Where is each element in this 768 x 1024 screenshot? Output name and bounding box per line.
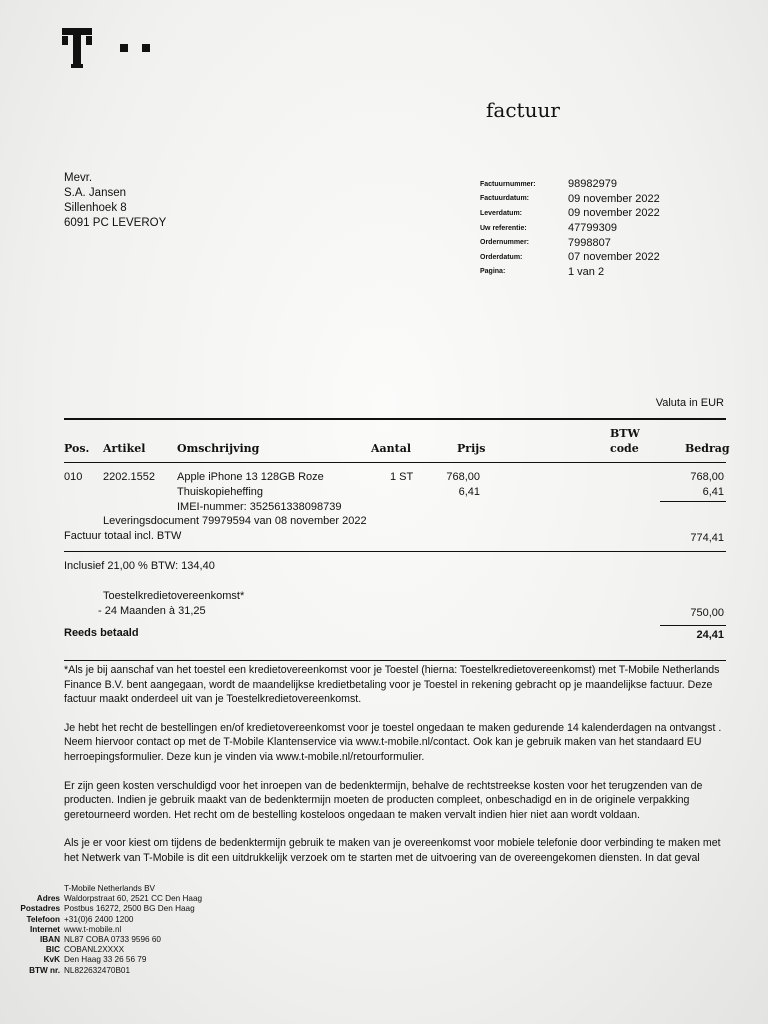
meta-value: 7998807 bbox=[568, 236, 611, 249]
header-aantal: Aantal bbox=[371, 442, 412, 455]
footer-company: T-Mobile Netherlands BV bbox=[64, 884, 156, 893]
row-description: Apple iPhone 13 128GB Roze bbox=[177, 471, 324, 483]
meta-row bbox=[480, 235, 660, 250]
meta-value: 98982979 bbox=[568, 178, 617, 191]
row-aantal: 1 ST bbox=[390, 471, 414, 483]
meta-row bbox=[480, 192, 660, 207]
row-description-levy: Thuiskopieheffing bbox=[177, 486, 264, 498]
note-withdrawal-costs: Er zijn geen kosten verschuldigd voor het inroepen van de bedenktermijn, behalve de rechtstreekse kosten voor het terugzenden van de producten. Indien je gebruik maakt van de bedenktermijn moeten de producten compleet, onbeschadigd en in de originele verpakking geretourneerd worden. Het recht om de bestelling kosteloos ongedaan te maken vervalt indien hier niet aan wordt voldaan. bbox=[64, 779, 703, 821]
subtotal-rule bbox=[660, 501, 726, 502]
meta-label: Factuurnummer: bbox=[480, 180, 536, 188]
currency-note: Valuta in EUR bbox=[655, 397, 724, 409]
meta-label: Orderdatum: bbox=[480, 253, 523, 261]
footer-row bbox=[14, 915, 202, 925]
row-artikel: 2202.1552 bbox=[103, 471, 155, 483]
paid-rule bbox=[660, 625, 726, 626]
total-rule bbox=[64, 551, 726, 552]
credit-amount: 750,00 bbox=[690, 607, 724, 619]
customer-name: S.A. Jansen bbox=[64, 187, 127, 199]
customer-address bbox=[64, 171, 166, 231]
row-prijs: 768,00 bbox=[446, 471, 480, 483]
footer-row bbox=[14, 904, 202, 914]
paid-label: Reeds betaald bbox=[64, 627, 139, 639]
meta-row bbox=[480, 221, 660, 236]
meta-label: Factuurdatum: bbox=[480, 195, 529, 203]
meta-label: Leverdatum: bbox=[480, 209, 523, 217]
row-prijs-levy: 6,41 bbox=[458, 486, 480, 498]
notes-rule bbox=[64, 660, 726, 661]
meta-label: Uw referentie: bbox=[480, 224, 527, 232]
note-credit-agreement: *Als je bij aanschaf van het toestel een kredietovereenkomst voor je Toestel (hierna: Toestelkredietovereenkomst) met T-Mobile Netherlands Finance B.V. bent aangegaan, wordt de maandelijkse kredietbetaling voor je Toestel in rekening gebracht op je maandelijkse factuur. Deze factuur maakt onderdeel uit van je Toestelkredietovereenkomst. bbox=[64, 664, 720, 706]
meta-row bbox=[480, 250, 660, 265]
footer-value: NL822632470B01 bbox=[64, 965, 131, 975]
footer-label: Postadres bbox=[20, 904, 60, 914]
meta-value: 09 november 2022 bbox=[568, 207, 660, 220]
meta-value: 09 november 2022 bbox=[568, 192, 660, 205]
credit-terms: - 24 Maanden à 31,25 bbox=[98, 605, 206, 617]
credit-label: Toestelkredietovereenkomst* bbox=[103, 590, 245, 602]
header-prijs: Prijs bbox=[457, 442, 486, 455]
footer-label: BIC bbox=[45, 945, 60, 955]
legal-notes bbox=[64, 663, 734, 880]
meta-value: 47799309 bbox=[568, 222, 617, 235]
row-imei: IMEI-nummer: 352561338098739 bbox=[177, 501, 342, 513]
note-network-use: Als je er voor kiest om tijdens de bedenktermijn gebruik te maken van je overeenkomst voor mobiele telefonie door verbinding te maken met het Netwerk van T-Mobile is dit een uitdrukkelijk verzoek om te starten met de uitvoering van de overeengekomen diensten. In dat geval bbox=[64, 837, 721, 864]
row-bedrag: 768,00 bbox=[690, 471, 724, 483]
note-withdrawal-right: Je hebt het recht de bestellingen en/of kredietovereenkomst voor je toestel ongedaan te maken gedurende 14 kalenderdagen na ontvangst . Neem hiervoor contact op met de T-Mobile Klantenservice via www.t-mobile.nl/contact. Ook kan je gebruik maken van het standaard EU herroepingsformulier. Deze kun je vinden via www.t-mobile.nl/retourformulier. bbox=[64, 721, 722, 763]
header-bedrag: Bedrag bbox=[685, 442, 730, 455]
footer-label: IBAN bbox=[39, 935, 60, 945]
customer-street: Sillenhoek 8 bbox=[64, 202, 127, 214]
header-btw-code: code bbox=[610, 442, 639, 455]
footer-value: Waldorpstraat 60, 2521 CC Den Haag bbox=[64, 894, 203, 904]
customer-city: 6091 PC LEVEROY bbox=[64, 217, 167, 229]
footer-value: www.t-mobile.nl bbox=[64, 924, 122, 934]
delivery-document: Leveringsdocument 79979594 van 08 november 2022 bbox=[103, 515, 367, 527]
footer-label: KvK bbox=[43, 955, 60, 965]
document-title: factuur bbox=[486, 98, 560, 122]
vat-line: Inclusief 21,00 % BTW: 134,40 bbox=[64, 560, 215, 572]
table-top-rule bbox=[64, 418, 726, 420]
meta-row bbox=[480, 265, 660, 280]
company-footer bbox=[14, 884, 202, 976]
footer-label: Adres bbox=[36, 894, 60, 904]
table-header-rule bbox=[64, 462, 726, 463]
meta-value: 07 november 2022 bbox=[568, 251, 660, 264]
footer-value: Den Haag 33 26 56 79 bbox=[64, 955, 147, 965]
footer-row bbox=[14, 966, 202, 976]
footer-value: +31(0)6 2400 1200 bbox=[64, 914, 134, 924]
customer-salutation: Mevr. bbox=[64, 172, 93, 184]
footer-value: COBANL2XXXX bbox=[64, 945, 125, 955]
invoice-meta bbox=[480, 177, 660, 279]
footer-label: Telefoon bbox=[26, 914, 60, 924]
meta-label: Pagina: bbox=[480, 268, 506, 276]
row-bedrag-levy: 6,41 bbox=[702, 486, 724, 498]
row-pos: 010 bbox=[64, 471, 83, 483]
header-omschrijving: Omschrijving bbox=[177, 442, 260, 455]
meta-value: 1 van 2 bbox=[568, 265, 605, 278]
footer-row bbox=[14, 894, 202, 904]
total-value: 774,41 bbox=[690, 532, 724, 544]
header-btw: BTW bbox=[610, 427, 640, 440]
t-mobile-logo-icon bbox=[62, 26, 152, 70]
footer-value: NL87 COBA 0733 9596 60 bbox=[64, 935, 161, 945]
footer-row bbox=[14, 955, 202, 965]
header-pos: Pos. bbox=[64, 442, 90, 455]
footer-row bbox=[14, 925, 202, 935]
header-artikel: Artikel bbox=[103, 442, 146, 455]
meta-row bbox=[480, 206, 660, 221]
footer-row bbox=[14, 945, 202, 955]
footer-value: Postbus 16272, 2500 BG Den Haag bbox=[64, 904, 195, 914]
meta-label: Ordernummer: bbox=[480, 239, 530, 247]
footer-row bbox=[14, 935, 202, 945]
paid-value: 24,41 bbox=[696, 629, 724, 641]
meta-row bbox=[480, 177, 660, 192]
footer-label: BTW nr. bbox=[29, 965, 60, 975]
total-label: Factuur totaal incl. BTW bbox=[64, 530, 182, 542]
footer-label: Internet bbox=[29, 924, 60, 934]
